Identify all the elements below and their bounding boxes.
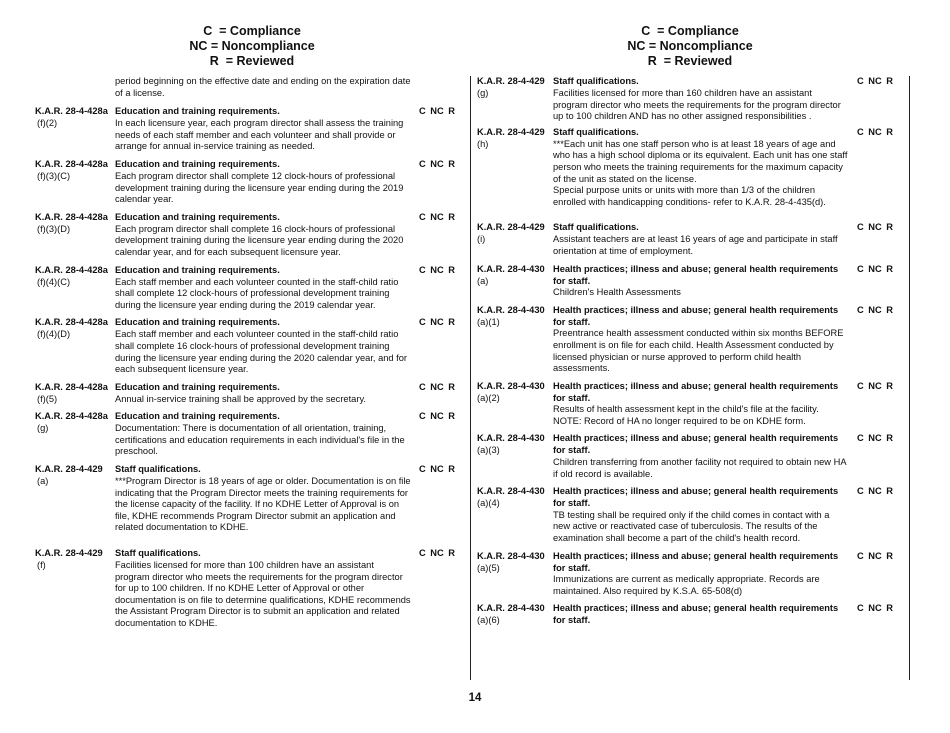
page-number: 14 bbox=[468, 692, 482, 704]
regulation-code: K.A.R. 28-4-428a bbox=[35, 158, 108, 169]
requirement-body: ***Each unit has one staff person who is at least 18 years of age and who has a high school diploma or its equivalent. Each unit has one staff person who meets the training requirements for the maximum capacity of the unit as stated on the license. Special purpose units or units with more than 1/3 of the children enrolled with handicapping conditions- refer to K.A.R. 28-4-435(d). bbox=[553, 138, 848, 207]
title-continuation: for staff. bbox=[553, 562, 591, 573]
regulation-title: Staff qualifications. bbox=[553, 76, 639, 86]
entry-body bbox=[477, 563, 907, 598]
regulation-code: K.A.R. 28-4-430 bbox=[477, 433, 545, 444]
requirement-text bbox=[115, 329, 411, 375]
entry-header bbox=[35, 265, 465, 277]
regulation-code: K.A.R. 28-4-430 bbox=[477, 380, 545, 391]
subsection-label: (f) bbox=[37, 560, 46, 571]
regulation-code: K.A.R. 28-4-429 bbox=[477, 222, 545, 233]
regulation-title: Health practices; illness and abuse; general health requirements bbox=[553, 433, 839, 444]
regulation-entry bbox=[477, 486, 907, 544]
entry-body bbox=[477, 615, 907, 627]
requirement-body: Documentation: There is documentation of all orientation, training, certifications and education requirements in each individual's file in the preschool. bbox=[115, 423, 405, 457]
regulation-code: K.A.R. 28-4-428a bbox=[35, 381, 108, 392]
entry-header bbox=[477, 486, 907, 498]
requirement-body: TB testing shall be required only if the child comes in contact with a new active or reactivated case of tuberculosis. The results of the examination shall become a part of the child's health record. bbox=[553, 509, 830, 544]
requirement-body: ***Program Director is 18 years of age or older. Documentation is on file indicating that the Program Director meets the training requirements for the license capacity of the facility. If no KDHE Letter of Approval is on file, KDHE recommends Program Director submit an application and related documentation to KDHE. bbox=[115, 476, 411, 533]
regulation-entry bbox=[477, 551, 907, 598]
subsection-label: (a)(1) bbox=[477, 316, 500, 327]
requirement-text bbox=[115, 224, 411, 259]
legend-reviewed: R = Reviewed bbox=[209, 54, 295, 68]
regulation-title: Education and training requirements. bbox=[115, 317, 280, 328]
subsection-label: (f)(2) bbox=[37, 118, 58, 129]
right-column bbox=[477, 76, 907, 627]
compliance-marks: C NC R bbox=[419, 411, 456, 422]
subsection-label: (a) bbox=[37, 476, 49, 487]
legend-compliance: C = Compliance bbox=[641, 24, 739, 38]
regulation-entry bbox=[35, 106, 465, 153]
entry-header bbox=[477, 222, 907, 234]
requirement-text bbox=[115, 476, 411, 534]
regulation-entry bbox=[35, 317, 465, 375]
regulation-title: Staff qualifications. bbox=[115, 548, 201, 559]
compliance-marks: C NC R bbox=[857, 486, 894, 497]
requirement-body: Each program director shall complete 12 clock-hours of professional development training during the licensure year ending during the 2019 calendar year. bbox=[115, 170, 404, 205]
regulation-title: Staff qualifications. bbox=[553, 126, 639, 137]
requirement-body: Each staff member and each volunteer counted in the staff-child ratio shall complete 16 clock-hours of professional development training during the licensure year ending during the 2020 calendar year, and for each subsequent licensure year. bbox=[115, 329, 408, 375]
left-entries bbox=[35, 106, 465, 629]
subsection-label: (a)(2) bbox=[477, 392, 500, 403]
title-continuation: for staff. bbox=[553, 498, 591, 509]
entry-body bbox=[35, 560, 465, 630]
requirement-body: Annual in-service training shall be approved by the secretary. bbox=[115, 393, 366, 404]
regulation-title: Health practices; illness and abuse; general health requirements bbox=[553, 550, 839, 561]
compliance-marks: C NC R bbox=[419, 548, 456, 559]
requirement-text bbox=[115, 171, 411, 206]
subsection-label: (a) bbox=[477, 275, 489, 286]
entry-header bbox=[35, 411, 465, 423]
title-continuation: for staff. bbox=[553, 275, 591, 286]
subsection-label: (f)(4)(C) bbox=[37, 276, 71, 287]
requirement-text bbox=[553, 234, 849, 257]
compliance-marks: C NC R bbox=[857, 433, 894, 444]
entry-header bbox=[35, 382, 465, 394]
requirement-text bbox=[553, 139, 849, 209]
compliance-marks: C NC R bbox=[419, 158, 456, 169]
regulation-title: Education and training requirements. bbox=[115, 381, 280, 392]
entry-header bbox=[477, 264, 907, 276]
requirement-body: Facilities licensed for more than 160 children have an assistant program director who meets the requirements for the program director up to 100 children AND has no other assigned responsibilities . bbox=[553, 88, 841, 122]
entry-header bbox=[35, 464, 465, 476]
regulation-title: Health practices; illness and abuse; general health requirements bbox=[553, 486, 839, 497]
compliance-marks: C NC R bbox=[857, 603, 894, 614]
requirement-text bbox=[553, 615, 849, 627]
regulation-code: K.A.R. 28-4-428a bbox=[35, 106, 108, 117]
requirement-body: Preentrance health assessment conducted within six months BEFORE enrollment is on file for each child. Health Assessment conducted by licensed physician or nurse approved to perform child health assessments. bbox=[553, 328, 844, 374]
regulation-title: Health practices; illness and abuse; general health requirements bbox=[553, 304, 839, 315]
compliance-marks: C NC R bbox=[857, 222, 894, 233]
regulation-code: K.A.R. 28-4-430 bbox=[477, 603, 545, 614]
requirement-body: Each staff member and each volunteer counted in the staff-child ratio shall complete 12 clock-hours of professional development training during the licensure year ending during the 2019 calendar year. bbox=[115, 276, 399, 310]
entry-header bbox=[477, 305, 907, 317]
regulation-title: Health practices; illness and abuse; general health requirements bbox=[553, 263, 839, 274]
subsection-label: (f)(3)(D) bbox=[37, 223, 71, 234]
compliance-marks: C NC R bbox=[857, 76, 894, 86]
compliance-marks: C NC R bbox=[857, 550, 894, 561]
regulation-entry bbox=[477, 433, 907, 480]
legend-right bbox=[560, 24, 820, 69]
legend-noncompliance: NC = Noncompliance bbox=[627, 39, 753, 53]
regulation-title: Staff qualifications. bbox=[115, 464, 201, 475]
column-divider bbox=[470, 76, 471, 680]
regulation-code: K.A.R. 28-4-430 bbox=[477, 550, 545, 561]
entry-body bbox=[35, 224, 465, 259]
requirement-text bbox=[115, 277, 411, 312]
regulation-entry bbox=[35, 548, 465, 630]
regulation-code: K.A.R. 28-4-429 bbox=[477, 126, 545, 137]
regulation-entry bbox=[35, 159, 465, 206]
continuation-text: period beginning on the effective date and ending on the expiration date of a license. bbox=[115, 76, 411, 98]
entry-body bbox=[35, 171, 465, 206]
legend-noncompliance: NC = Noncompliance bbox=[189, 39, 315, 53]
entry-header bbox=[477, 433, 907, 445]
regulation-entry bbox=[477, 222, 907, 257]
compliance-marks: C NC R bbox=[419, 381, 456, 392]
subsection-label: (i) bbox=[477, 234, 486, 245]
subsection-label: (g) bbox=[37, 423, 49, 434]
title-continuation: for staff. bbox=[553, 392, 591, 403]
compliance-marks: C NC R bbox=[419, 211, 456, 222]
regulation-title: Health practices; illness and abuse; general health requirements bbox=[553, 380, 839, 391]
entry-header bbox=[35, 548, 465, 560]
entry-body bbox=[35, 476, 465, 534]
entry-body bbox=[477, 317, 907, 375]
requirement-body: Children's Health Assessments bbox=[553, 287, 681, 298]
regulation-entry bbox=[35, 382, 465, 406]
requirement-body: Children transferring from another facility not required to obtain new HA if old record is available. bbox=[553, 457, 847, 479]
regulation-code: K.A.R. 28-4-430 bbox=[477, 263, 545, 274]
subsection-label: (a)(6) bbox=[477, 615, 500, 626]
title-continuation: for staff. bbox=[553, 316, 591, 327]
regulation-entry bbox=[477, 305, 907, 375]
subsection-label: (a)(4) bbox=[477, 498, 500, 509]
regulation-code: K.A.R. 28-4-428a bbox=[35, 411, 108, 422]
requirement-text bbox=[553, 393, 849, 428]
regulation-code: K.A.R. 28-4-429 bbox=[35, 548, 103, 559]
right-border bbox=[909, 76, 910, 680]
right-entries bbox=[477, 76, 907, 627]
requirement-text bbox=[115, 423, 411, 458]
subsection-label: (g) bbox=[477, 88, 489, 98]
entry-body bbox=[477, 88, 907, 123]
left-column bbox=[35, 76, 465, 630]
legend-reviewed: R = Reviewed bbox=[647, 54, 733, 68]
regulation-title: Education and training requirements. bbox=[115, 106, 280, 117]
entry-body bbox=[35, 423, 465, 458]
requirement-text bbox=[115, 118, 411, 153]
entry-body bbox=[35, 394, 465, 406]
entry-header bbox=[477, 76, 907, 88]
entry-header bbox=[35, 317, 465, 329]
requirement-text bbox=[553, 88, 849, 123]
entry-header bbox=[477, 551, 907, 563]
requirement-body: Facilities licensed for more than 100 children have an assistant program director who meets the requirements for the program director for up to 100 children. If no KDHE Letter of Approval or other documentation is on file to determine qualifications, KDHE recommends the Assistant Program Director is to submit an application and related documentation to KDHE. bbox=[115, 560, 411, 628]
regulation-entry bbox=[477, 76, 907, 123]
regulation-entry bbox=[35, 464, 465, 534]
regulation-code: K.A.R. 28-4-428a bbox=[35, 211, 108, 222]
entry-body bbox=[35, 118, 465, 153]
regulation-title: Staff qualifications. bbox=[553, 222, 639, 233]
requirement-text bbox=[115, 394, 411, 406]
compliance-marks: C NC R bbox=[857, 126, 894, 137]
title-continuation: for staff. bbox=[553, 615, 591, 626]
compliance-marks: C NC R bbox=[857, 304, 894, 315]
regulation-code: K.A.R. 28-4-430 bbox=[477, 486, 545, 497]
regulation-code: K.A.R. 28-4-428a bbox=[35, 317, 108, 328]
entry-header bbox=[477, 603, 907, 615]
entry-header bbox=[35, 159, 465, 171]
subsection-label: (a)(3) bbox=[477, 445, 500, 456]
requirement-body: Each program director shall complete 16 clock-hours of professional development training during the licensure year ending during the 2020 calendar year, and for each subsequent licensure year. bbox=[115, 223, 404, 257]
subsection-label: (a)(5) bbox=[477, 562, 500, 573]
legend-compliance: C = Compliance bbox=[203, 24, 301, 38]
regulation-code: K.A.R. 28-4-429 bbox=[35, 464, 103, 475]
entry-body bbox=[35, 329, 465, 375]
requirement-text bbox=[115, 560, 411, 630]
regulation-title: Education and training requirements. bbox=[115, 264, 280, 275]
entry-body bbox=[477, 234, 907, 257]
requirement-text bbox=[553, 276, 849, 299]
regulation-entry bbox=[35, 411, 465, 458]
requirement-text bbox=[553, 445, 849, 480]
regulation-title: Education and training requirements. bbox=[115, 411, 280, 422]
requirement-text bbox=[553, 563, 849, 598]
regulation-title: Health practices; illness and abuse; general health requirements bbox=[553, 603, 839, 614]
requirement-text bbox=[553, 498, 849, 544]
regulation-title: Education and training requirements. bbox=[115, 211, 280, 222]
entry-body bbox=[35, 277, 465, 312]
subsection-label: (f)(5) bbox=[37, 393, 58, 404]
subsection-label: (h) bbox=[477, 138, 489, 149]
requirement-body: In each licensure year, each program director shall assess the training needs of each staff member and each volunteer and shall provide or arrange for annual in-service training as needed. bbox=[115, 118, 404, 152]
entry-body bbox=[477, 498, 907, 544]
subsection-label: (f)(3)(C) bbox=[37, 170, 71, 181]
regulation-title: Education and training requirements. bbox=[115, 158, 280, 169]
entry-body bbox=[477, 445, 907, 480]
regulation-code: K.A.R. 28-4-430 bbox=[477, 304, 545, 315]
legend-left bbox=[122, 24, 382, 69]
regulation-entry bbox=[477, 127, 907, 209]
regulation-entry bbox=[477, 381, 907, 428]
requirement-text bbox=[553, 317, 849, 375]
entry-header bbox=[477, 127, 907, 139]
compliance-marks: C NC R bbox=[857, 263, 894, 274]
entry-header bbox=[35, 106, 465, 118]
compliance-marks: C NC R bbox=[857, 380, 894, 391]
regulation-entry bbox=[35, 265, 465, 312]
entry-body bbox=[477, 393, 907, 428]
compliance-marks: C NC R bbox=[419, 464, 456, 475]
subsection-label: (f)(4)(D) bbox=[37, 329, 71, 340]
title-continuation: for staff. bbox=[553, 445, 591, 456]
compliance-marks: C NC R bbox=[419, 317, 456, 328]
regulation-entry bbox=[477, 264, 907, 299]
regulation-entry bbox=[35, 212, 465, 259]
compliance-marks: C NC R bbox=[419, 106, 456, 117]
regulation-code: K.A.R. 28-4-429 bbox=[477, 76, 545, 86]
entry-body bbox=[477, 139, 907, 209]
regulation-code: K.A.R. 28-4-428a bbox=[35, 264, 108, 275]
entry-body bbox=[477, 276, 907, 299]
requirement-body: Immunizations are current as medically appropriate. Records are maintained. Also required by K.S.A. 65-508(d) bbox=[553, 574, 820, 596]
regulation-entry bbox=[477, 603, 907, 627]
entry-header bbox=[35, 212, 465, 224]
requirement-body: Assistant teachers are at least 16 years of age and participate in staff orientation at time of employment. bbox=[553, 234, 838, 256]
compliance-marks: C NC R bbox=[419, 264, 456, 275]
requirement-body: Results of health assessment kept in the child's file at the facility. NOTE: Record of HA no longer required to be on KDHE form. bbox=[553, 404, 819, 426]
entry-header bbox=[477, 381, 907, 393]
